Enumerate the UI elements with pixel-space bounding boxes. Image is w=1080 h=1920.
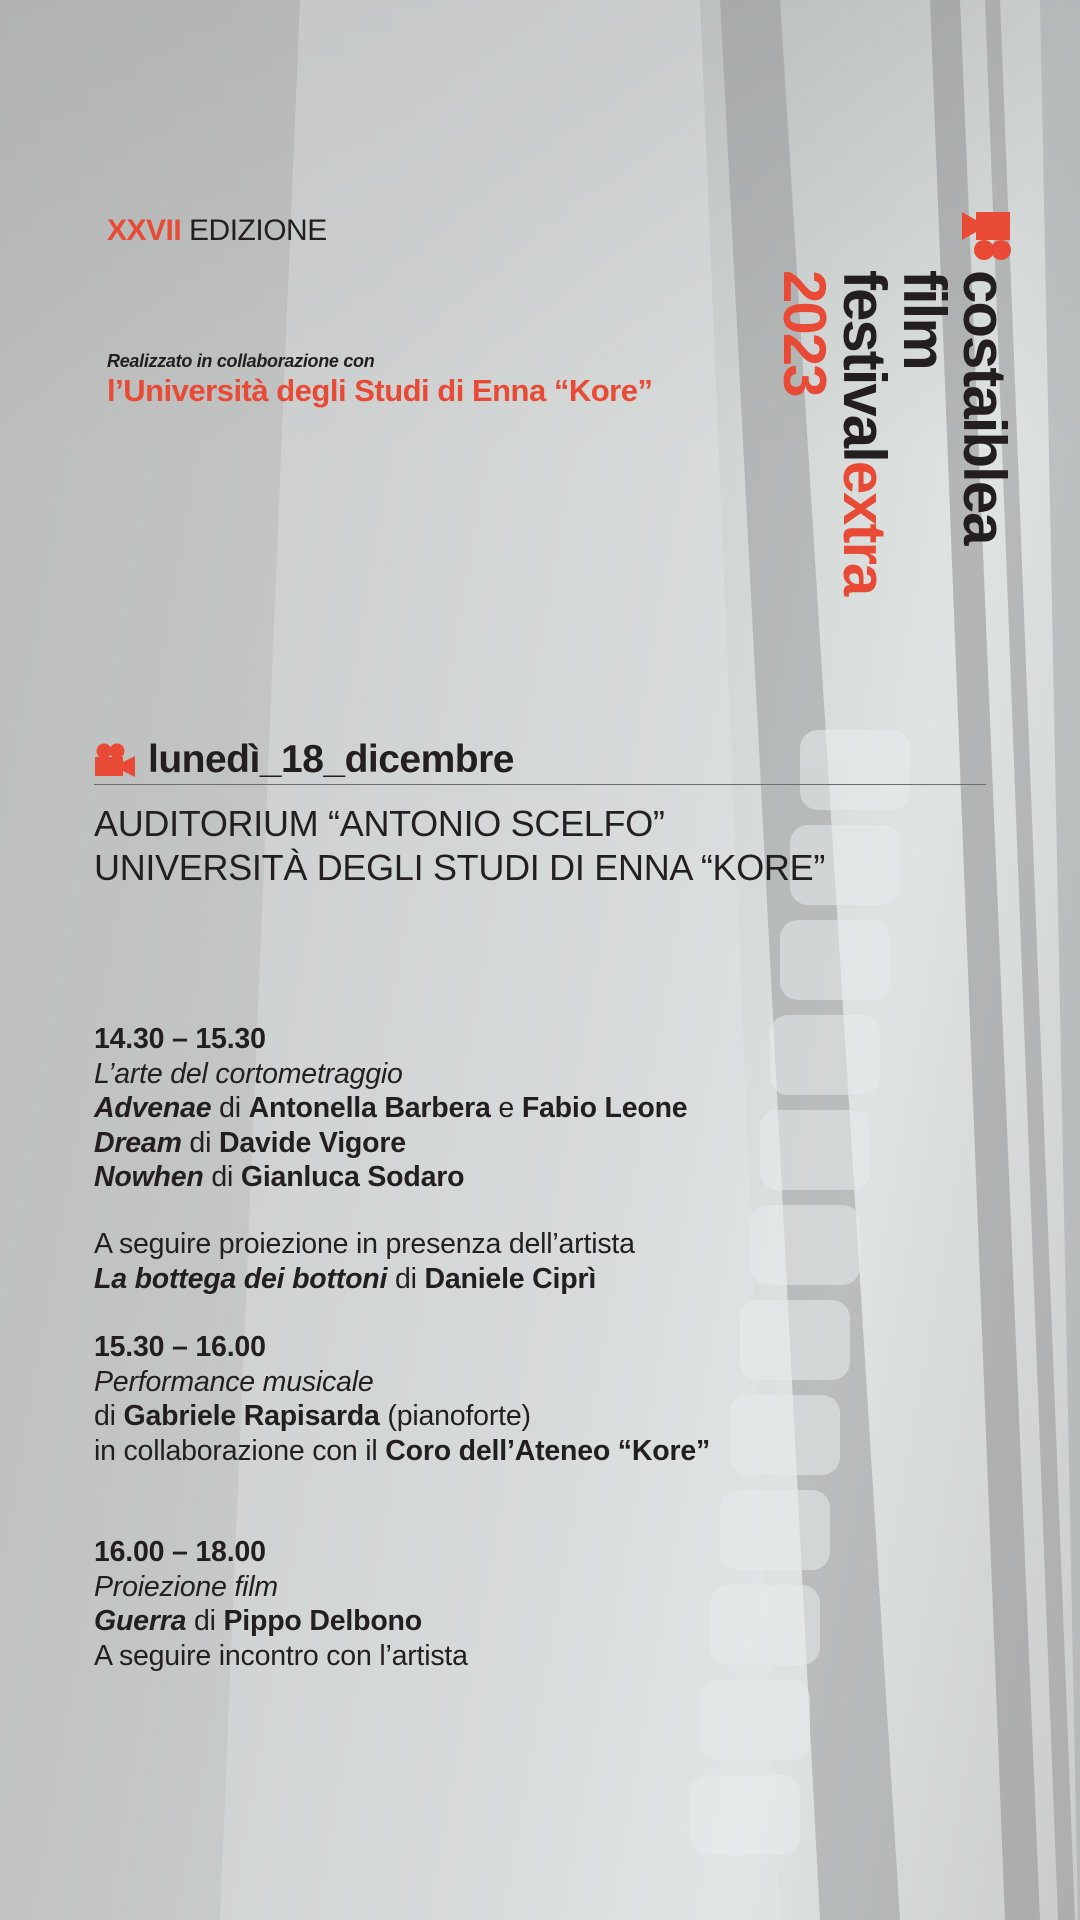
film-entry [94, 1160, 687, 1195]
film-di: di [181, 1126, 219, 1159]
film-entry [94, 1604, 468, 1639]
performer-name: Gabriele Rapisarda [123, 1400, 380, 1432]
venue-line-1: AUDITORIUM “ANTONIO SCELFO” [94, 803, 665, 844]
film-entry [94, 1262, 635, 1297]
event-day-heading [94, 738, 514, 782]
schedule-session-2 [94, 1330, 710, 1468]
film-author: Gianluca Sodaro [240, 1161, 465, 1193]
session-time: 16.00 – 18.00 [94, 1536, 266, 1568]
film-di: di [186, 1605, 224, 1637]
collaboration-university: l’Università degli Studi di Enna “Kore” [107, 373, 653, 408]
film-author: Daniele Ciprì [424, 1262, 597, 1295]
choir-name: Coro dell’Ateneo “Kore” [385, 1434, 711, 1467]
film-camera-icon [954, 208, 1012, 262]
film-di: di [203, 1161, 241, 1193]
edition-label [107, 214, 327, 248]
performer-line [94, 1399, 710, 1434]
session-note: A seguire incontro con l’artista [94, 1639, 468, 1672]
session-subtitle: L’arte del cortometraggio [94, 1057, 403, 1090]
logo-year: 2023 [771, 270, 838, 396]
film-author: Davide Vigore [218, 1126, 406, 1159]
logo-line-costaiblea: costaiblea [951, 270, 1018, 544]
performer-instrument: (pianoforte) [379, 1400, 531, 1432]
divider [94, 784, 986, 785]
film-entry [94, 1091, 687, 1126]
schedule-screening-note [94, 1227, 635, 1296]
session-subtitle: Performance musicale [94, 1365, 374, 1398]
film-title: La bottega dei bottoni [94, 1262, 388, 1295]
venue [94, 802, 825, 890]
film-title: Dream [94, 1126, 182, 1159]
venue-line-2: UNIVERSITÀ DEGLI STUDI DI ENNA “KORE” [94, 847, 826, 888]
performer-di: di [94, 1400, 124, 1432]
session-subtitle: Proiezione film [94, 1570, 278, 1603]
collaboration-line [94, 1434, 710, 1469]
session-time: 15.30 – 16.00 [94, 1331, 266, 1363]
film-entry [94, 1126, 687, 1161]
film-author: Pippo Delbono [223, 1605, 422, 1637]
screening-intro: A seguire proiezione in presenza dell’artista [94, 1228, 635, 1260]
film-title: Advenae [94, 1092, 212, 1124]
film-author-2: Fabio Leone [521, 1092, 688, 1124]
festival-logo [771, 208, 1018, 678]
film-title: Nowhen [94, 1161, 204, 1193]
schedule-session-3 [94, 1535, 468, 1673]
edition-text: EDIZIONE [181, 214, 327, 247]
schedule-session-1 [94, 1022, 687, 1195]
film-di: di [211, 1092, 249, 1124]
edition-roman: XXVII [107, 214, 182, 247]
collaboration-text: in collaborazione con il [94, 1434, 386, 1467]
logo-extra: extra [831, 460, 898, 595]
session-time: 14.30 – 15.30 [94, 1023, 266, 1055]
logo-line-film: film [891, 270, 958, 369]
film-conj: e [490, 1092, 522, 1124]
film-camera-icon [94, 743, 136, 777]
logo-line-festivalextra [831, 270, 898, 595]
logo-festival: festival [831, 270, 898, 461]
collaboration-intro: Realizzato in collaborazione con [107, 351, 375, 371]
film-author: Antonella Barbera [248, 1092, 491, 1124]
film-di: di [387, 1262, 425, 1295]
film-title: Guerra [94, 1605, 187, 1637]
event-day: lunedì_18_dicembre [148, 738, 514, 781]
